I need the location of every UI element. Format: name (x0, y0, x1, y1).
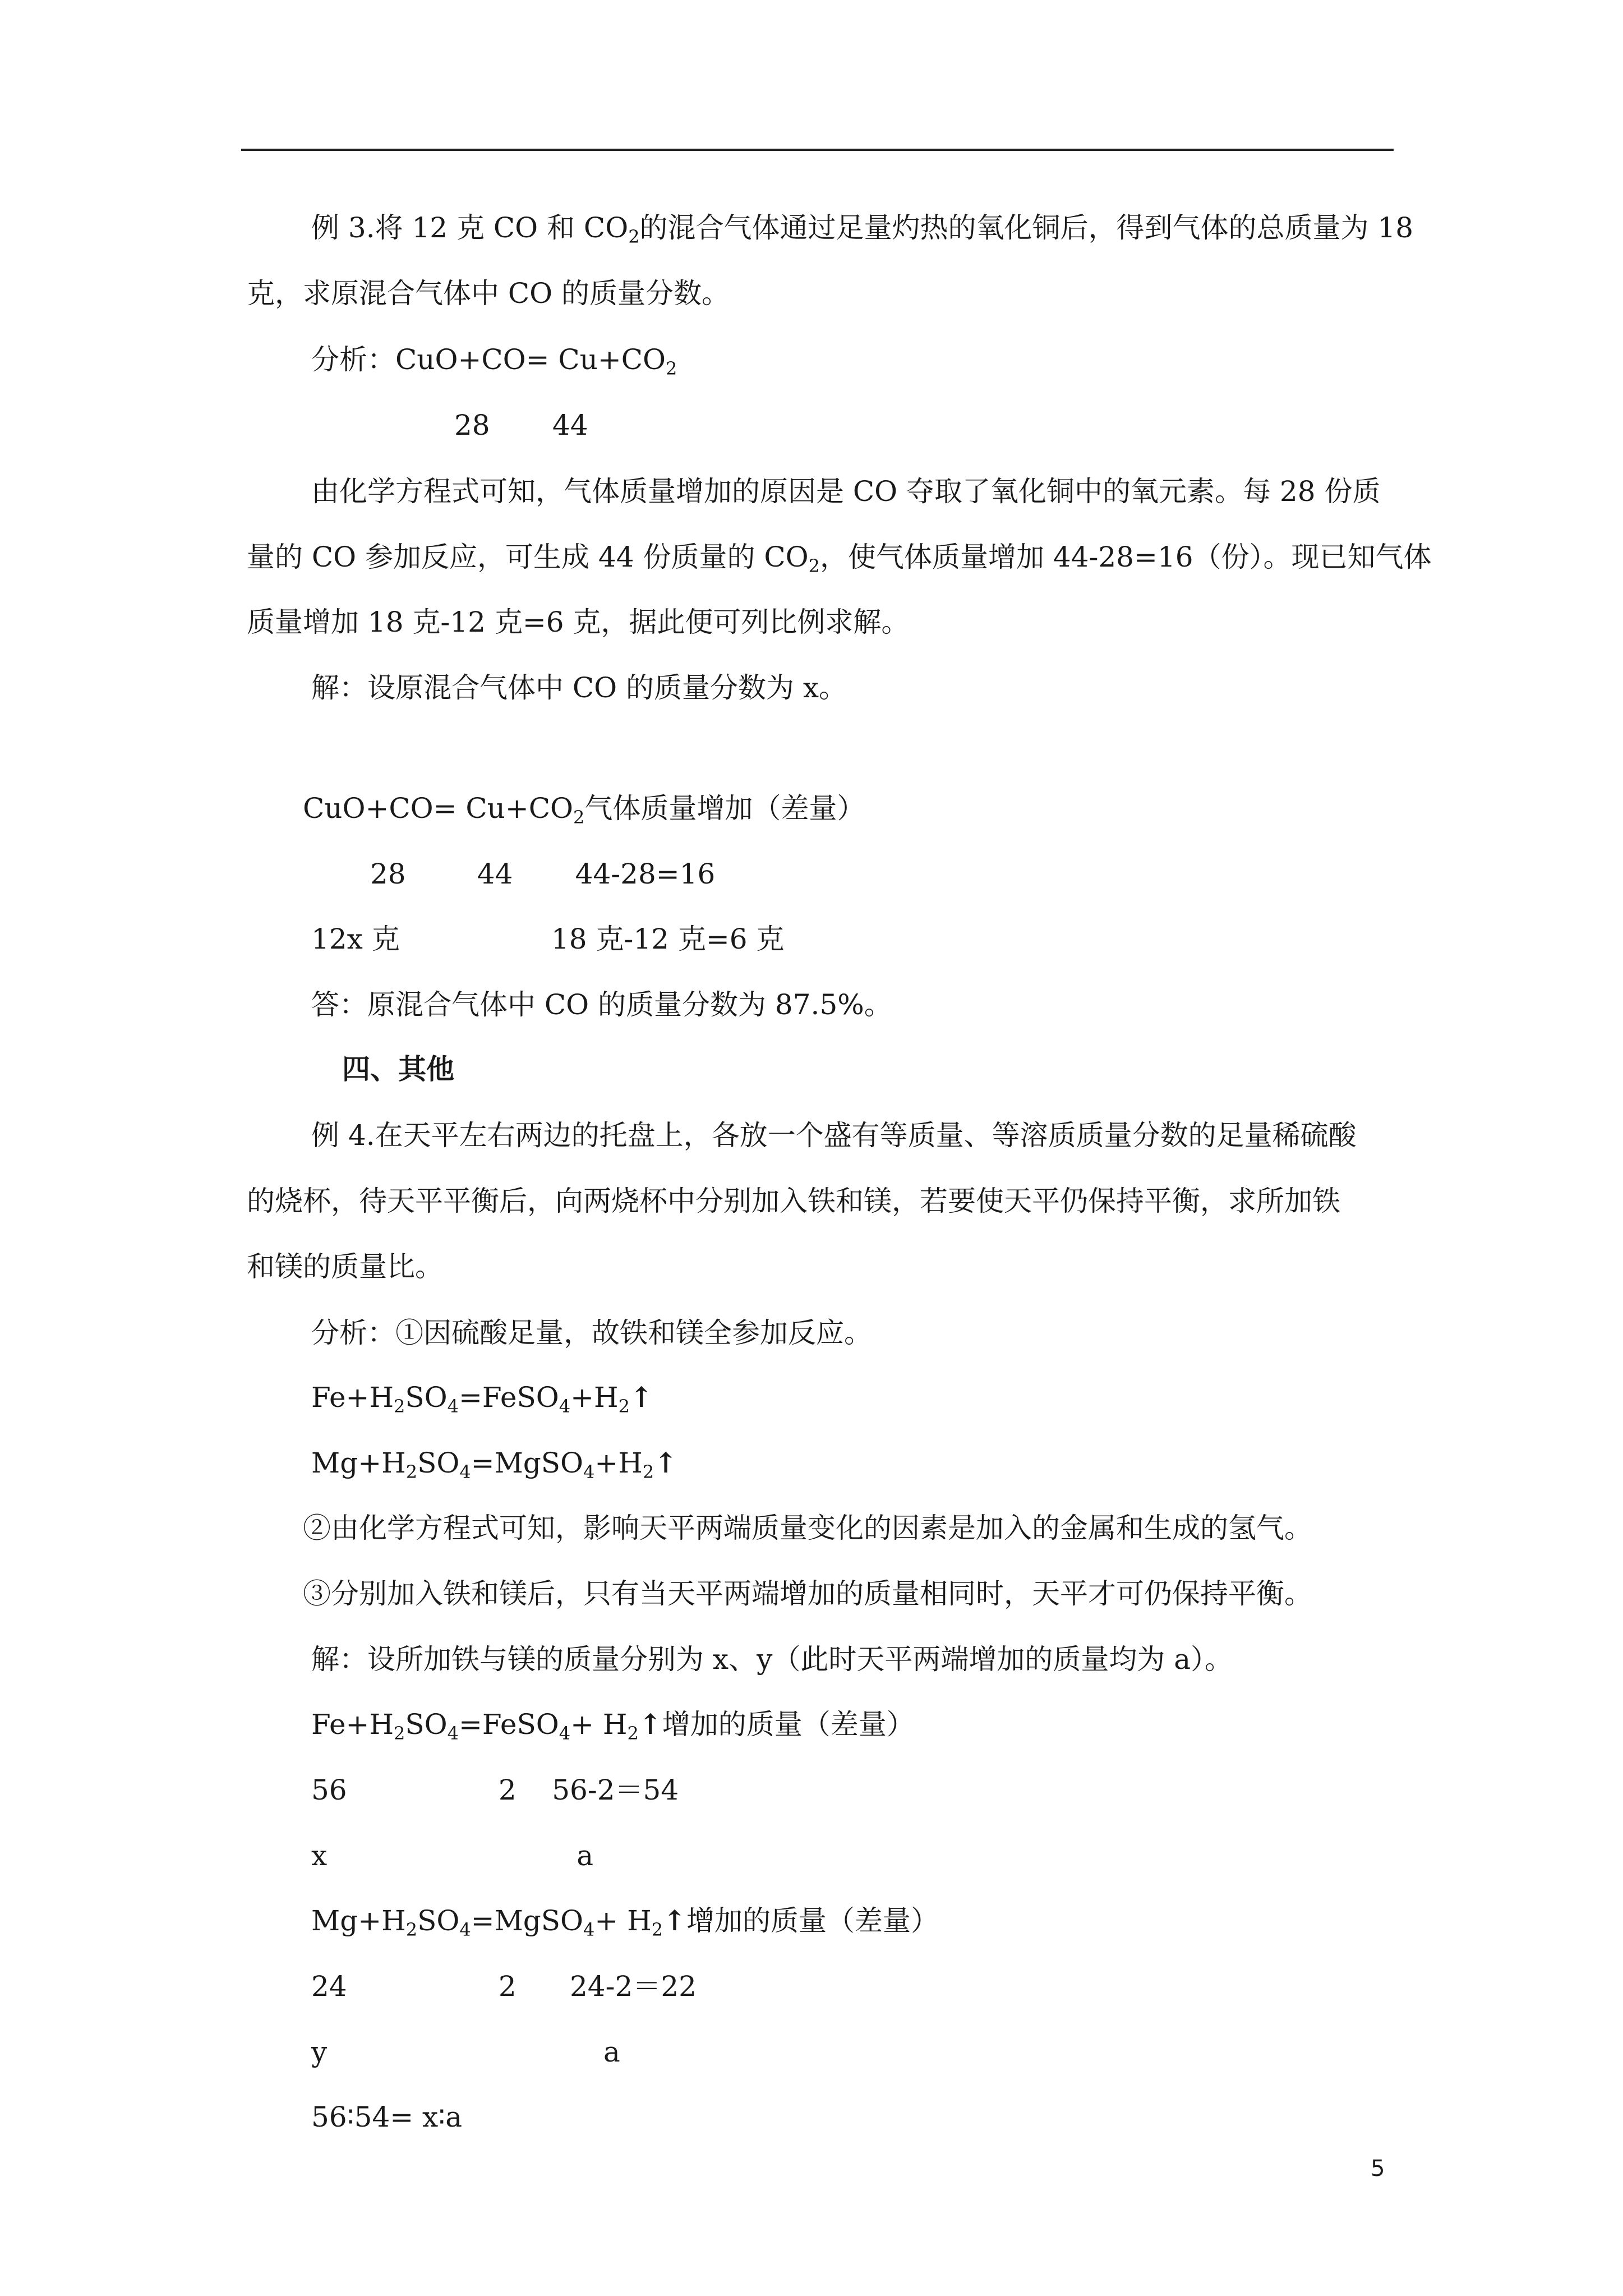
ex3-para-c: 质量增加 18 克-12 克=6 克，据此便可列比例求解。 (247, 606, 910, 638)
fe-nums: 56 2 56-2＝54 (311, 1774, 679, 1806)
ex4-analysis2: ②由化学方程式可知，影响天平两端质量变化的因素是加入的金属和生成的氢气。 (303, 1512, 1312, 1544)
ex4-line3: 和镁的质量比。 (247, 1250, 443, 1283)
ex3-analysis-eq: 分析：$CuO+CO= Cu+CO_2$ (311, 343, 677, 379)
mg-diff-equation: $Mg+H_2SO_4=MgSO_4+$ $H_2↑$增加的质量（差量） (311, 1904, 939, 1940)
fe-diff-equation: $Fe+H_2SO_4=FeSO_4+$ $H_2↑$增加的质量（差量） (311, 1708, 915, 1744)
up-arrow-icon: ↑ (654, 1446, 678, 1479)
mg-nums: 24 2 24-2＝22 (311, 1970, 697, 2003)
ex4-line2: 的烧杯，待天平平衡后，向两烧杯中分别加入铁和镁，若要使天平仍保持平衡，求所加铁 (247, 1185, 1340, 1217)
ex4-line1: 例 4.在天平左右两边的托盘上，各放一个盛有等质量、等溶质质量分数的足量稀硫酸 (311, 1119, 1357, 1152)
up-arrow-icon: ↑ (629, 1381, 653, 1414)
ex3-sol-eq: $CuO+CO= Cu+CO_2$气体质量增加（差量） (303, 792, 865, 828)
fe-equation: $Fe+H_2SO_4=FeSO_4+H_2↑$ (311, 1381, 653, 1417)
up-arrow-icon: ↑ (663, 1904, 687, 1937)
ex3-sol-given: 12x 克 18 克-12 克=6 克 (311, 923, 785, 955)
ex3-para-a: 由化学方程式可知，气体质量增加的原因是 CO 夺取了氧化铜中的氧元素。每 28 份质 (311, 475, 1381, 508)
mg-vars: y a (311, 2036, 620, 2068)
ex3-line1: 例 3.将 12 克 CO 和 $CO_2$的混合气体通过足量灼热的氧化铜后，得到气体的总质量为 18 (311, 211, 1414, 247)
page-number: 5 (1371, 2156, 1385, 2182)
ex4-analysis1: 分析：①因硫酸足量，故铁和镁全参加反应。 (311, 1317, 872, 1349)
ex3-para-b: 量的 CO 参加反应，可生成 44 份质量的 $CO_2$，使气体质量增加 44-28=16（份）。现已知气体 (247, 541, 1432, 577)
ex3-solution: 解：设原混合气体中 CO 的质量分数为 x。 (311, 671, 847, 704)
ex3-analysis-nums: 28 44 (454, 409, 588, 441)
ex3-line2: 克，求原混合气体中 CO 的质量分数。 (247, 277, 730, 310)
ex4-analysis3: ③分别加入铁和镁后，只有当天平两端增加的质量相同时，天平才可仍保持平衡。 (303, 1577, 1312, 1610)
ex4-solution: 解：设所加铁与镁的质量分别为 x、y（此时天平两端增加的质量均为 a）。 (311, 1643, 1233, 1676)
mg-equation: $Mg+H_2SO_4=MgSO_4+H_2↑$ (311, 1446, 678, 1483)
up-arrow-icon: ↑ (638, 1708, 662, 1741)
ex3-sol-nums: 28 44 44-28=16 (370, 858, 716, 890)
ratio-line: 56∶54= x∶a (311, 2101, 463, 2133)
ex3-answer: 答：原混合气体中 CO 的质量分数为 87.5%。 (311, 988, 892, 1021)
fe-vars: x a (311, 1839, 594, 1872)
section-heading: 四、其他 (342, 1052, 454, 1085)
header-rule (241, 149, 1394, 151)
